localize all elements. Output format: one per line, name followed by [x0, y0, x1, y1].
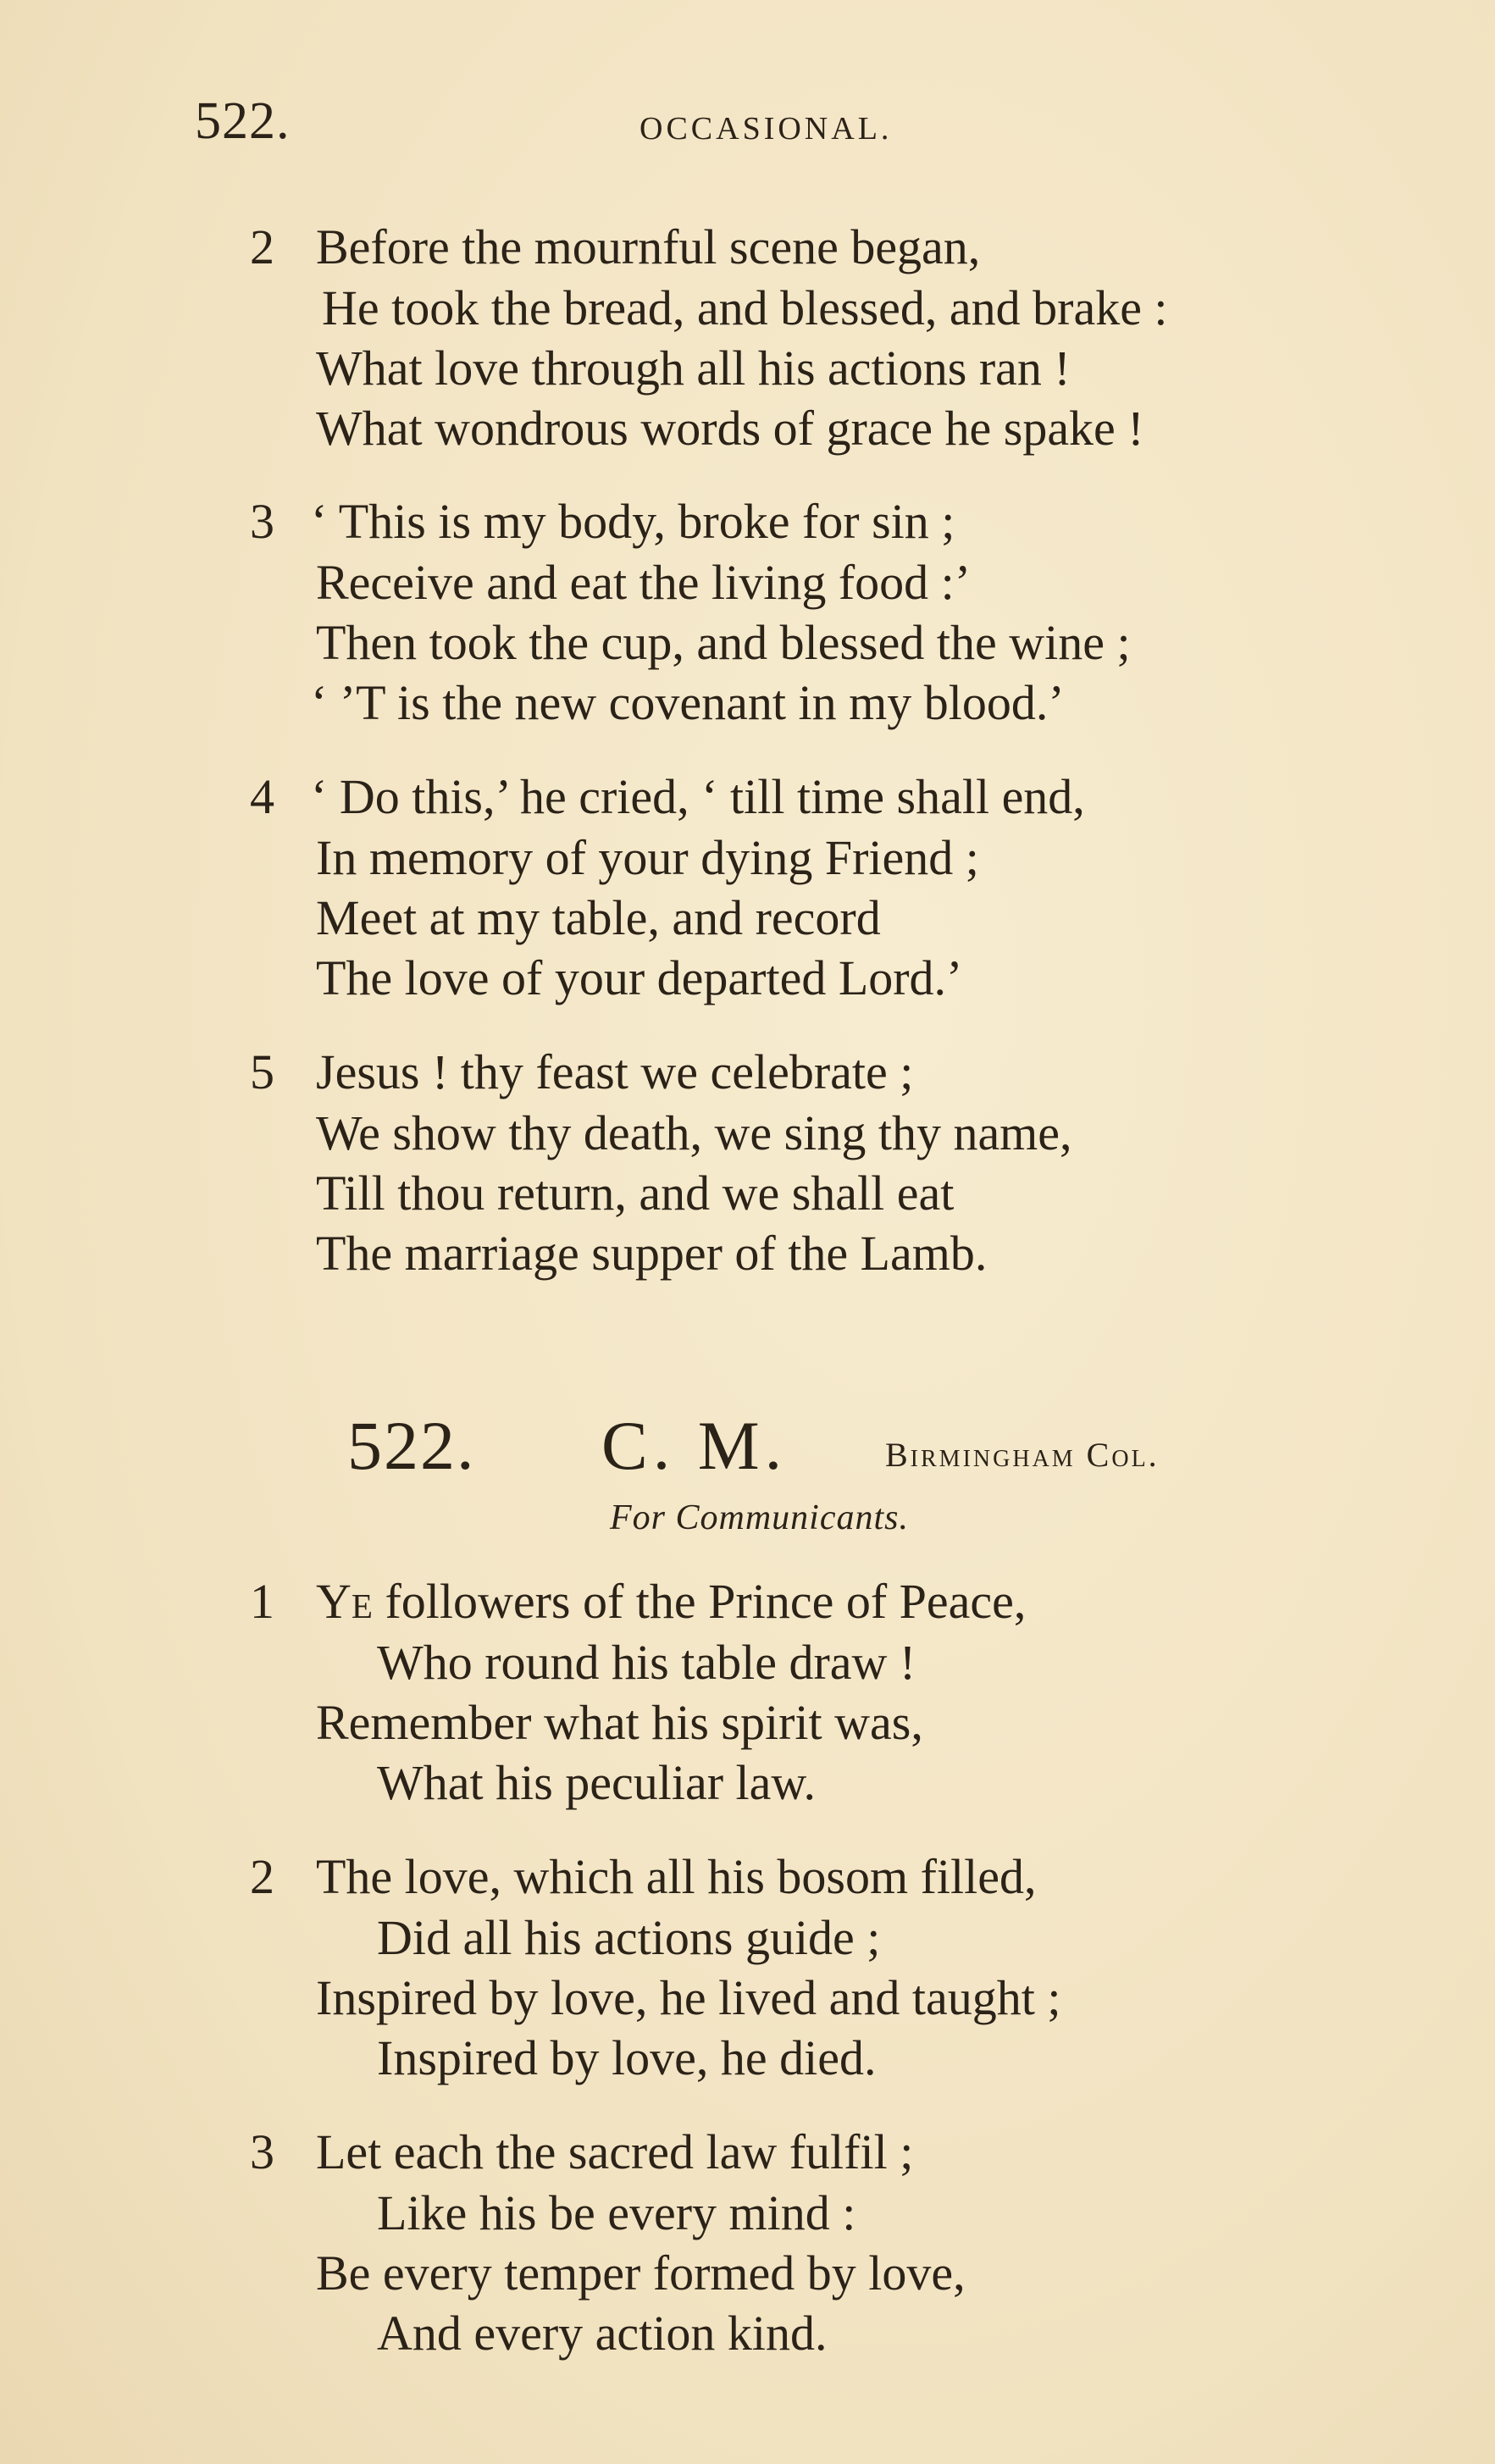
verse-line: Let each the sacred law fulfil ;: [316, 2124, 914, 2179]
verse-line: Inspired by love, he died.: [377, 2030, 877, 2085]
hymn-number: 522.: [347, 1407, 476, 1484]
hymn-subtitle: For Communicants.: [610, 1498, 909, 1537]
stanza-number: 4: [250, 769, 274, 824]
verse-line: Did all his actions guide ;: [377, 1910, 881, 1965]
verse-line: The love, which all his bosom filled,: [316, 1849, 1037, 1904]
verse-line: What his peculiar law.: [377, 1755, 817, 1810]
hymn-tune: Birmingham Col.: [885, 1436, 1160, 1474]
verse-line-first: [316, 1571, 1026, 1632]
verse-line: Receive and eat the living food :’: [316, 555, 972, 610]
hymn-meter: C. M.: [601, 1407, 788, 1484]
stanza-number: 1: [250, 1574, 274, 1629]
verse-line: He took the bread, and blessed, and brake :: [322, 280, 1168, 335]
running-head: [195, 91, 1381, 159]
verse-line: ‘ This is my body, broke for sin ;: [311, 494, 955, 549]
verse-line-rest: followers of the Prince of Peace,: [372, 1574, 1027, 1629]
verse-line: Then took the cup, and blessed the wine ;: [316, 615, 1131, 670]
verse-line: Like his be every mind :: [377, 2185, 856, 2240]
verse-line: ‘ Do this,’ he cried, ‘ till time shall end,: [311, 769, 1085, 824]
hymn-heading: [347, 1406, 1321, 1491]
verse-line: And every action kind.: [377, 2306, 828, 2361]
verse-line: Meet at my table, and record: [316, 890, 881, 945]
section-title: OCCASIONAL.: [640, 111, 893, 147]
verse-line: Inspired by love, he lived and taught ;: [316, 1970, 1061, 2025]
verse-line: Before the mournful scene began,: [316, 219, 981, 274]
verse-line: What wondrous words of grace he spake !: [316, 401, 1144, 456]
verse-line: The love of your departed Lord.’: [316, 950, 963, 1005]
verse-line: Till thou return, and we shall eat: [316, 1166, 955, 1221]
stanza-number: 2: [250, 1849, 274, 1904]
stanza-number: 2: [250, 219, 274, 274]
first-word: Ye: [316, 1574, 373, 1629]
verse-line: Jesus ! thy feast we celebrate ;: [316, 1044, 914, 1099]
stanza-number: 3: [250, 2124, 274, 2179]
page-number: 522.: [195, 92, 291, 150]
verse-line: Be every temper formed by love,: [316, 2245, 966, 2301]
verse-line: In memory of your dying Friend ;: [316, 830, 979, 885]
verse-line: The marriage supper of the Lamb.: [316, 1226, 988, 1281]
verse-line: What love through all his actions ran !: [316, 341, 1071, 396]
verse-line: Who round his table draw !: [377, 1635, 916, 1690]
verse-line: We show thy death, we sing thy name,: [316, 1105, 1072, 1160]
stanza-number: 5: [250, 1044, 274, 1099]
verse-line: ‘ ’T is the new covenant in my blood.’: [311, 675, 1065, 730]
verse-line: Remember what his spirit was,: [316, 1695, 923, 1750]
stanza-number: 3: [250, 494, 274, 549]
